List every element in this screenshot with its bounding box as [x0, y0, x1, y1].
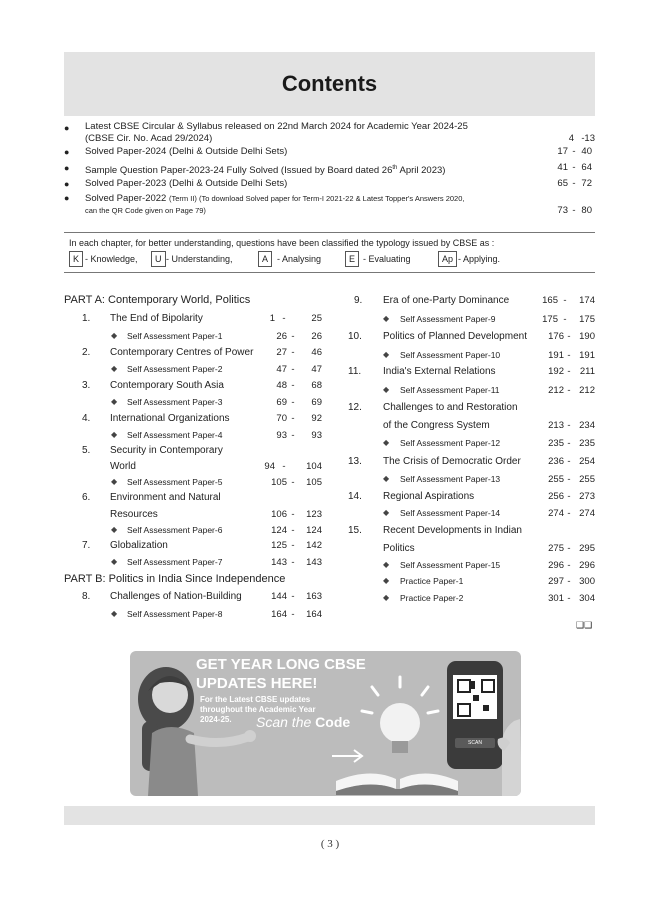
diamond-icon: ◆	[111, 364, 118, 373]
divider	[64, 272, 595, 273]
end-mark: ❑❑	[576, 620, 593, 630]
typology-code: U	[151, 251, 166, 267]
bullet-icon: ●	[64, 147, 70, 157]
diamond-icon: ◆	[383, 350, 390, 359]
diamond-icon: ◆	[383, 560, 390, 569]
part-b-heading: PART B: Politics in India Since Independence	[64, 573, 286, 585]
diamond-icon: ◆	[383, 385, 390, 394]
typology-code: Ap	[438, 251, 457, 267]
diamond-icon: ◆	[111, 430, 118, 439]
intro-item: ● Solved Paper-2022 (Term II) (To download Solved paper for Term-I 2021-22 & Latest Topper's Answers 2020, can the QR Code given on Page 79) 73 - 80	[64, 193, 592, 216]
diamond-icon: ◆	[383, 576, 390, 585]
diamond-icon: ◆	[383, 474, 390, 483]
bullet-icon: ●	[64, 179, 70, 189]
typology-legend: K - Knowledge, U - Understanding, A - Analysing E - Evaluating Ap - Applying.	[69, 251, 589, 267]
intro-list	[64, 121, 595, 217]
bullet-icon: ●	[64, 123, 70, 133]
diamond-icon: ◆	[111, 609, 118, 618]
diamond-icon: ◆	[383, 593, 390, 602]
lightbulb-book-icon	[330, 671, 460, 796]
banner-headline: GET YEAR LONG CBSE	[196, 656, 366, 673]
typology-code: K	[69, 251, 83, 267]
bullet-icon: ●	[64, 193, 70, 203]
intro-item: ● Latest CBSE Circular & Syllabus released on 22nd March 2024 for Academic Year 2024-25 (CBSE Cir. No. Acad 29/2024) 4 - 13	[64, 121, 595, 144]
diamond-icon: ◆	[383, 314, 390, 323]
diamond-icon: ◆	[111, 525, 118, 534]
typology-code: A	[258, 251, 272, 267]
cbse-updates-banner[interactable]: GET YEAR LONG CBSE UPDATES HERE! For the Latest CBSE updates throughout the Academic Year 2024-25. Scan the Code SCAN	[130, 651, 521, 796]
intro-item: ● Sample Question Paper-2023-24 Fully Solved (Issued by Board dated 26th April 2023) 41 - 64	[64, 162, 592, 177]
intro-item: ● Solved Paper-2024 (Delhi & Outside Delhi Sets) 17 - 40	[64, 146, 592, 157]
intro-item: ● Solved Paper-2023 (Delhi & Outside Delhi Sets) 65 - 72	[64, 178, 592, 189]
typology-code: E	[345, 251, 359, 267]
contents-header	[64, 52, 595, 116]
scan-button[interactable]: SCAN	[455, 738, 495, 748]
bullet-icon: ●	[64, 163, 70, 173]
hand-icon	[466, 691, 521, 796]
diamond-icon: ◆	[383, 508, 390, 517]
diamond-icon: ◆	[111, 477, 118, 486]
diamond-icon: ◆	[111, 331, 118, 340]
diamond-icon: ◆	[383, 438, 390, 447]
banner-headline: UPDATES HERE!	[196, 675, 318, 692]
divider	[64, 232, 595, 233]
typology-heading: In each chapter, for better understanding, questions have been classified the typology issued by CBSE as :	[69, 238, 495, 248]
page-title: Contents	[281, 71, 378, 96]
footer-bar	[64, 806, 595, 825]
diamond-icon: ◆	[111, 397, 118, 406]
page-number: ( 3 )	[320, 838, 340, 850]
part-a-heading: PART A: Contemporary World, Politics	[64, 294, 251, 306]
diamond-icon: ◆	[111, 557, 118, 566]
